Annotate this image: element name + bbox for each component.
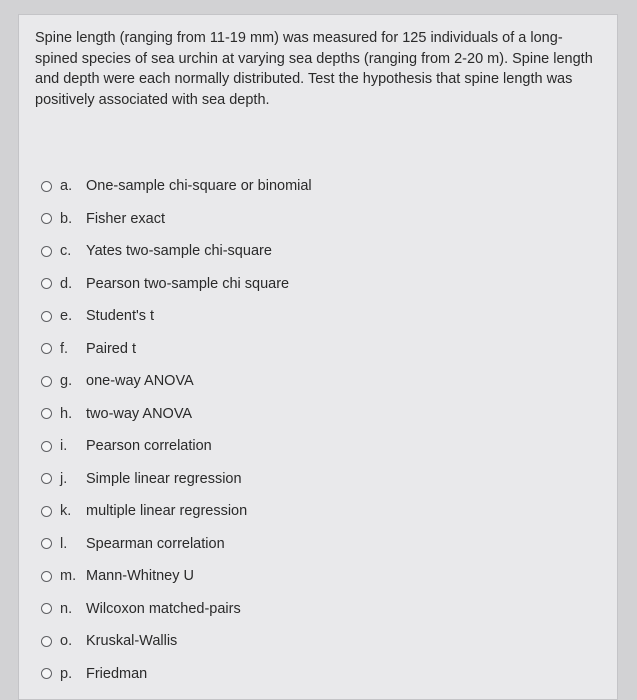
option-label: Simple linear regression bbox=[86, 470, 242, 487]
option-letter: j. bbox=[60, 470, 68, 487]
option-label: Kruskal-Wallis bbox=[86, 633, 178, 650]
option-g[interactable] bbox=[41, 365, 312, 398]
option-letter: n. bbox=[60, 600, 73, 617]
radio-button-icon[interactable] bbox=[41, 668, 52, 679]
option-label: Fisher exact bbox=[86, 210, 165, 227]
radio-button-icon[interactable] bbox=[41, 213, 52, 224]
option-letter: b. bbox=[60, 210, 73, 227]
answer-options bbox=[41, 170, 312, 690]
option-label: Pearson two-sample chi square bbox=[86, 275, 290, 292]
option-label: Pearson correlation bbox=[86, 438, 212, 455]
radio-button-icon[interactable] bbox=[41, 181, 52, 192]
option-letter: g. bbox=[60, 373, 73, 390]
option-label: multiple linear regression bbox=[86, 503, 248, 520]
option-o[interactable] bbox=[41, 625, 312, 658]
radio-button-icon[interactable] bbox=[41, 376, 52, 387]
option-letter: d. bbox=[60, 275, 73, 292]
option-a[interactable] bbox=[41, 170, 312, 203]
option-label: two-way ANOVA bbox=[86, 405, 193, 422]
option-label: Spearman correlation bbox=[86, 535, 225, 552]
radio-button-icon[interactable] bbox=[41, 408, 52, 419]
radio-button-icon[interactable] bbox=[41, 441, 52, 452]
option-letter: a. bbox=[60, 178, 73, 195]
question-card bbox=[18, 14, 618, 700]
option-letter: f. bbox=[60, 340, 69, 357]
option-i[interactable] bbox=[41, 430, 312, 463]
radio-button-icon[interactable] bbox=[41, 343, 52, 354]
option-letter: i. bbox=[60, 438, 68, 455]
option-j[interactable] bbox=[41, 463, 312, 496]
option-h[interactable] bbox=[41, 398, 312, 431]
radio-button-icon[interactable] bbox=[41, 506, 52, 517]
option-letter: e. bbox=[60, 308, 73, 325]
radio-button-icon[interactable] bbox=[41, 311, 52, 322]
option-label: Friedman bbox=[86, 665, 148, 682]
option-letter: l. bbox=[60, 535, 68, 552]
option-letter: o. bbox=[60, 633, 73, 650]
option-d[interactable] bbox=[41, 268, 312, 301]
option-label: Mann-Whitney U bbox=[86, 568, 194, 585]
option-letter: h. bbox=[60, 405, 73, 422]
option-p[interactable] bbox=[41, 658, 312, 691]
radio-button-icon[interactable] bbox=[41, 636, 52, 647]
radio-button-icon[interactable] bbox=[41, 571, 52, 582]
option-letter: p. bbox=[60, 665, 73, 682]
option-label: Yates two-sample chi-square bbox=[86, 243, 272, 260]
option-e[interactable] bbox=[41, 300, 312, 333]
option-k[interactable] bbox=[41, 495, 312, 528]
radio-button-icon[interactable] bbox=[41, 278, 52, 289]
option-label: Student's t bbox=[86, 308, 155, 325]
option-n[interactable] bbox=[41, 593, 312, 626]
option-label: Paired t bbox=[86, 340, 136, 357]
option-letter: k. bbox=[60, 503, 72, 520]
option-c[interactable] bbox=[41, 235, 312, 268]
option-label: One-sample chi-square or binomial bbox=[86, 178, 312, 195]
radio-button-icon[interactable] bbox=[41, 473, 52, 484]
radio-button-icon[interactable] bbox=[41, 538, 52, 549]
option-m[interactable] bbox=[41, 560, 312, 593]
option-letter: c. bbox=[60, 243, 72, 260]
option-letter: m. bbox=[60, 568, 77, 585]
option-b[interactable] bbox=[41, 203, 312, 236]
radio-button-icon[interactable] bbox=[41, 603, 52, 614]
question-text: Spine length (ranging from 11-19 mm) was measured for 125 individuals of a long-spined species of sea urchin at varying sea depths (ranging from 2-20 m). Spine length and depth were each normally distributed. Test the hypothesis that spine length was positively associated with sea depth. bbox=[35, 30, 593, 108]
option-l[interactable] bbox=[41, 528, 312, 561]
option-f[interactable] bbox=[41, 333, 312, 366]
option-label: one-way ANOVA bbox=[86, 373, 194, 390]
radio-button-icon[interactable] bbox=[41, 246, 52, 257]
option-label: Wilcoxon matched-pairs bbox=[86, 600, 241, 617]
